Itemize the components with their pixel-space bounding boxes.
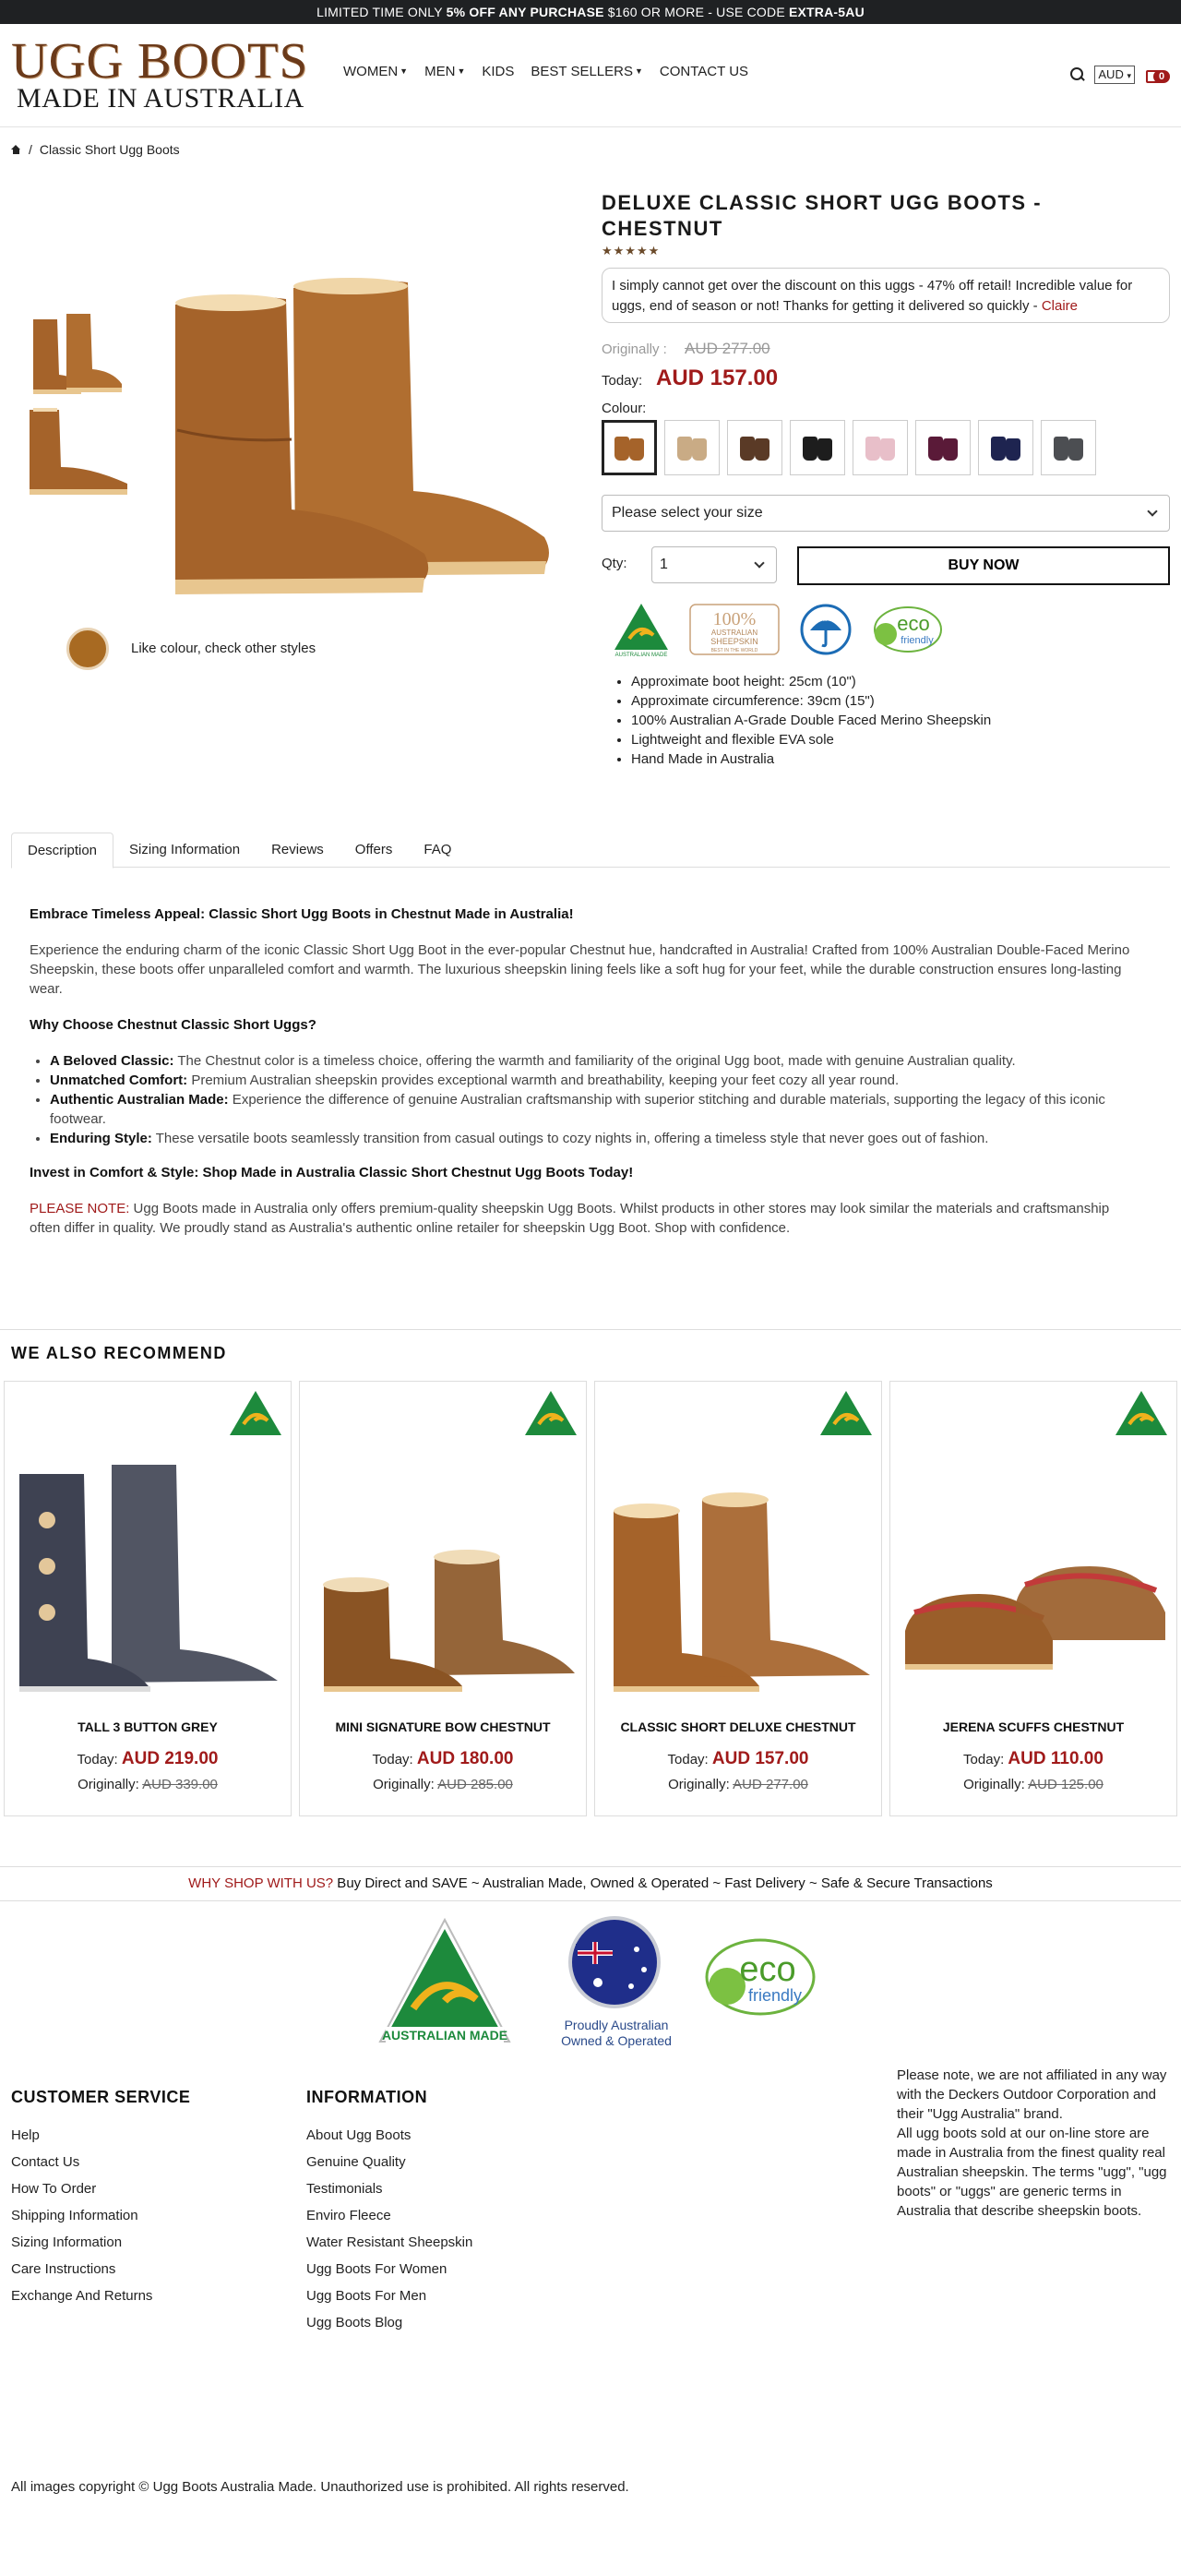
recommend-orig-label: Originally: [668, 1777, 730, 1792]
caret-down-icon: ▼ [400, 66, 409, 76]
description-bullets [50, 1051, 1137, 1148]
cart-button[interactable] [1144, 65, 1168, 85]
recommend-orig-label: Originally: [373, 1777, 435, 1792]
rating-stars: ★★★★★ [602, 244, 661, 258]
review-quote [602, 268, 1170, 323]
divider [0, 1329, 1181, 1330]
note-lead: PLEASE NOTE: [30, 1201, 130, 1216]
qty-value: 1 [660, 557, 668, 572]
footer-link[interactable]: Ugg Boots Blog [306, 2315, 403, 2330]
promo-discount: 5% OFF ANY PURCHASE [446, 5, 604, 19]
eco-friendly-icon [871, 603, 948, 656]
recommend-today-row [890, 1749, 1176, 1769]
bullet-text: The Chestnut color is a timeless choice, offering the warmth and familiarity of the original Ugg boot, made with genuine Australian quality. [173, 1053, 1016, 1069]
product-title: DELUXE CLASSIC SHORT UGG BOOTS - CHESTNUT [602, 191, 1043, 240]
qty-label: Qty: [602, 556, 627, 571]
nav-best-sellers[interactable] [531, 64, 643, 79]
copyright: All images copyright © Ugg Boots Australia Made. Unauthorized use is prohibited. All rights reserved. [11, 2479, 629, 2495]
boot-thumbnail-icon [989, 435, 1022, 461]
why-heading: Why Choose Chestnut Classic Short Uggs? [30, 1017, 316, 1033]
currency-value: AUD [1098, 67, 1124, 81]
recommend-product-name[interactable]: MINI SIGNATURE BOW CHESTNUT [335, 1719, 551, 1734]
bullet-text: Premium Australian sheepskin provides exceptional warmth and breathability, keeping your feet cozy all year round. [187, 1072, 900, 1088]
sheepskin-line3: BEST IN THE WORLD [710, 648, 758, 653]
boot-thumbnail-icon [675, 435, 709, 461]
tab-sizing-information[interactable]: Sizing Information [129, 842, 241, 857]
spec-item: • Approximate circumference: 39cm (15") [631, 691, 991, 711]
footer-link[interactable]: Help [11, 2127, 40, 2143]
recommend-product-name[interactable]: JERENA SCUFFS CHESTNUT [942, 1719, 1125, 1734]
tab-faq[interactable]: FAQ [423, 842, 452, 857]
bullet-heading: Authentic Australian Made: [50, 1092, 229, 1108]
colour-note[interactable]: Like colour, check other styles [131, 641, 316, 656]
nav-kids[interactable] [482, 64, 514, 79]
colour-option[interactable] [790, 420, 845, 475]
australian-sheepskin-icon [688, 603, 781, 656]
home-icon[interactable] [11, 145, 21, 154]
boot-thumbnail-icon [864, 435, 897, 461]
logo-text-bottom: MADE IN AUSTRALIA [17, 82, 304, 114]
bullet-heading: Unmatched Comfort: [50, 1072, 188, 1088]
bullet-text: These versatile boots seamlessly transition from casual outings to cozy nights in, offering a timeless style that never goes out of fashion. [151, 1131, 989, 1146]
description-heading: Embrace Timeless Appeal: Classic Short Ugg Boots in Chestnut Made in Australia! [30, 906, 574, 922]
site-logo[interactable] [11, 33, 316, 118]
footer-link[interactable]: Enviro Fleece [306, 2208, 391, 2223]
recommend-today-price: AUD 157.00 [711, 1749, 809, 1768]
recommend-card[interactable] [299, 1381, 587, 1816]
recommend-product-image[interactable] [601, 1456, 877, 1705]
please-note [30, 1199, 1137, 1238]
tab-description[interactable]: Description [11, 833, 113, 869]
description-bullet [50, 1071, 1137, 1090]
nav-label: MEN [424, 64, 456, 79]
bullet-heading: A Beloved Classic: [50, 1053, 174, 1069]
product-tabs [11, 833, 1170, 868]
recommend-product-image[interactable] [305, 1456, 582, 1705]
recommend-orig-label: Originally: [78, 1777, 139, 1792]
boot-thumbnail-icon [1052, 435, 1085, 461]
spec-item: • 100% Australian A-Grade Double Faced Merino Sheepskin [631, 711, 991, 730]
tab-reviews[interactable]: Reviews [271, 842, 324, 857]
bullet-heading: Enduring Style: [50, 1131, 152, 1146]
why-lead: WHY SHOP WITH US? [188, 1875, 334, 1891]
why-shop-banner [0, 1866, 1181, 1901]
australian-made-large-icon [380, 1920, 509, 2043]
breadcrumb-current[interactable]: Classic Short Ugg Boots [39, 142, 180, 157]
recommend-today-price: AUD 219.00 [121, 1749, 219, 1768]
recommend-today-label: Today: [77, 1752, 118, 1767]
product-badges [613, 602, 948, 657]
disclaimer-1: Please note, we are not affiliated in any way with the Deckers Outdoor Corporation and their "Ugg Australia" brand. [897, 2067, 1167, 2122]
sheepskin-line2: SHEEPSKIN [710, 637, 758, 646]
spec-item: • Hand Made in Australia [631, 749, 991, 769]
footer-link[interactable]: Shipping Information [11, 2208, 138, 2223]
buy-now-button[interactable]: BUY NOW [797, 546, 1170, 585]
recommend-today-label: Today: [667, 1752, 709, 1767]
recommend-orig-price: AUD 339.00 [142, 1777, 218, 1792]
recommend-card[interactable] [594, 1381, 882, 1816]
footer-disclaimer [897, 2066, 1174, 2221]
bullet-text: Experience the difference of genuine Australian craftsmanship with superior stitching and durable materials, supporting the legacy of this iconic footwear. [50, 1092, 1105, 1127]
tab-offers[interactable]: Offers [354, 842, 393, 857]
footer-link[interactable]: Ugg Boots For Men [306, 2288, 427, 2304]
australian-made-icon [228, 1389, 283, 1441]
nav-label: CONTACT US [659, 64, 749, 79]
nav-label: KIDS [482, 64, 515, 79]
spec-item: • Lightweight and flexible EVA sole [631, 730, 991, 749]
footer-link[interactable]: About Ugg Boots [306, 2127, 412, 2143]
recommend-today-price: AUD 180.00 [416, 1749, 514, 1768]
description-bullet [50, 1129, 1137, 1148]
footer-info-title: INFORMATION [306, 2088, 428, 2106]
spec-item: • Approximate boot height: 25cm (10") [631, 672, 991, 691]
recommend-orig-row [300, 1777, 586, 1792]
colour-option[interactable] [978, 420, 1033, 475]
australian-made-icon [523, 1389, 579, 1441]
product-thumbnail-1[interactable] [20, 301, 133, 402]
friendly-text: friendly [901, 635, 934, 646]
colour-options [602, 420, 1096, 475]
promo-text: LIMITED TIME ONLY [316, 5, 447, 19]
boot-thumbnail-icon [613, 435, 646, 461]
footer-link[interactable]: Ugg Boots For Women [306, 2261, 447, 2277]
recommend-today-label: Today: [372, 1752, 413, 1767]
description-panel [30, 905, 1137, 1254]
recommend-orig-price: AUD 125.00 [1028, 1777, 1103, 1792]
colour-swatch-chestnut[interactable] [66, 628, 109, 670]
colour-label: Colour: [602, 401, 647, 416]
australian-made-icon [818, 1389, 874, 1441]
review-text: I simply cannot get over the discount on this uggs - 47% off retail! Incredible value for uggs, end of season or not! Thanks for getting it delivered so quickly - [612, 278, 1133, 314]
caret-down-icon: ▼ [457, 66, 466, 76]
search-icon[interactable] [1070, 67, 1085, 82]
eco-large-text: eco [739, 1950, 796, 1989]
note-text: Ugg Boots made in Australia only offers premium-quality sheepskin Ugg Boots. Whilst products in other stores may look similar the materials and craftsmanship often differ in quality. We proudly stand as Australia's authentic online retailer for sheepskin Ugg Boot. Shop with confidence. [30, 1201, 1110, 1236]
recommend-orig-price: AUD 285.00 [437, 1777, 513, 1792]
eco-text: eco [897, 612, 930, 635]
today-price-label: Today: [602, 373, 643, 389]
recommend-product-name[interactable]: TALL 3 BUTTON GREY [78, 1719, 218, 1734]
review-author: Claire [1041, 298, 1079, 314]
water-resistant-icon [799, 603, 853, 656]
nav-label: WOMEN [343, 64, 399, 79]
friendly-large-text: friendly [747, 1986, 803, 2005]
boot-thumbnail-icon [738, 435, 771, 461]
colour-option[interactable] [727, 420, 782, 475]
am-badge-text: AUSTRALIAN MADE [614, 653, 668, 657]
logo-text-top: UGG BOOTS [11, 31, 309, 89]
sheepskin-line1: AUSTRALIAN [710, 629, 758, 637]
product-specs [631, 672, 991, 769]
australian-made-icon [613, 602, 670, 657]
footer-link[interactable]: Contact Us [11, 2154, 80, 2170]
cart-count-badge: 0 [1153, 70, 1170, 83]
description-bullet [50, 1051, 1137, 1071]
boot-thumbnail-icon [801, 435, 834, 461]
product-thumbnail-2[interactable] [20, 401, 133, 502]
product-main-image[interactable] [157, 249, 563, 600]
promo-code: EXTRA-5AU [788, 5, 865, 19]
disclaimer-2: All ugg boots sold at our on-line store are made in Australia from the finest quality real Australian sheepskin. The terms "ugg", "ugg boots" or "uggs" are generic terms in Australia that describe sheepskin boots. [897, 2126, 1167, 2219]
nav-label: BEST SELLERS [531, 64, 633, 79]
recommend-orig-row [890, 1777, 1176, 1792]
am-large-text: AUSTRALIAN MADE [381, 2028, 508, 2043]
recommend-grid [4, 1381, 1177, 1816]
footer-link[interactable]: Testimonials [306, 2181, 383, 2197]
proudly-australian-text: Proudly Australian Owned & Operated [561, 2018, 672, 2048]
nav-women[interactable] [343, 64, 408, 79]
main-nav [343, 64, 748, 79]
footer-cs-links [11, 2122, 190, 2309]
australian-made-icon [1114, 1389, 1169, 1441]
chevron-down-icon [1147, 506, 1157, 516]
promo-bar [0, 0, 1181, 24]
recommend-orig-row [5, 1777, 291, 1792]
footer-info-links [306, 2122, 472, 2336]
nav-contact-us[interactable] [660, 64, 748, 79]
boot-thumbnail-icon [926, 435, 960, 461]
recommend-title: WE ALSO RECOMMEND [11, 1344, 227, 1362]
description-intro: Experience the enduring charm of the iconic Classic Short Ugg Boot in the ever-popular Chestnut hue, handcrafted in Australia! Crafted from 100% Australian Double-Faced Merino Sheepskin, these boots offer unparalleled comfort and warmth. The luxurious sheepskin lining feels like a soft hug for your feet, while the durable construction ensures long-lasting wear. [30, 942, 1130, 997]
breadcrumb [11, 142, 180, 157]
caret-down-icon: ▾ [1127, 71, 1131, 80]
promo-text-2: $160 OR MORE - USE CODE [603, 5, 789, 19]
recommend-orig-row [595, 1777, 881, 1792]
recommend-today-price: AUD 110.00 [1008, 1749, 1103, 1768]
description-cta: Invest in Comfort & Style: Shop Made in Australia Classic Short Chestnut Ugg Boots Today! [30, 1165, 634, 1180]
colour-option[interactable] [664, 420, 720, 475]
why-text: Buy Direct and SAVE ~ Australian Made, Owned & Operated ~ Fast Delivery ~ Safe & Secure Transactions [333, 1875, 993, 1891]
site-header [0, 24, 1181, 127]
australian-flag-icon [568, 1916, 661, 2008]
original-price: AUD 277.00 [685, 340, 770, 357]
qty-select[interactable] [651, 546, 777, 583]
footer-link[interactable]: Water Resistant Sheepskin [306, 2235, 473, 2250]
recommend-orig-label: Originally: [963, 1777, 1025, 1792]
footer-customer-service [11, 2088, 190, 2309]
footer-link[interactable]: Sizing Information [11, 2235, 123, 2250]
footer-link[interactable]: How To Order [11, 2181, 97, 2197]
recommend-product-image[interactable] [896, 1456, 1173, 1705]
footer-link[interactable]: Genuine Quality [306, 2154, 406, 2170]
recommend-today-label: Today: [963, 1752, 1005, 1767]
sheepskin-pct: 100% [712, 609, 757, 629]
colour-option[interactable] [915, 420, 971, 475]
footer-link[interactable]: Care Instructions [11, 2261, 116, 2277]
original-price-label: Originally : [602, 341, 667, 357]
colour-option[interactable] [1041, 420, 1096, 475]
chevron-down-icon [754, 557, 764, 568]
eco-friendly-large-icon [707, 1940, 814, 2014]
recommend-today-row [300, 1749, 586, 1769]
recommend-product-image[interactable] [10, 1456, 287, 1705]
recommend-orig-price: AUD 277.00 [733, 1777, 808, 1792]
header-tools [1070, 65, 1168, 85]
footer-cs-title: CUSTOMER SERVICE [11, 2088, 191, 2106]
recommend-card[interactable] [889, 1381, 1177, 1816]
recommend-today-row [595, 1749, 881, 1769]
today-price: AUD 157.00 [656, 365, 779, 390]
colour-option[interactable] [602, 420, 657, 475]
currency-select[interactable] [1094, 66, 1135, 84]
caret-down-icon: ▼ [635, 66, 643, 76]
footer-information [306, 2088, 472, 2336]
recommend-today-row [5, 1749, 291, 1769]
water-badge-text: AQUASHIELD [810, 617, 841, 623]
size-placeholder: Please select your size [612, 505, 763, 521]
size-select[interactable] [602, 495, 1170, 532]
nav-men[interactable] [424, 64, 465, 79]
colour-option[interactable] [853, 420, 908, 475]
recommend-card[interactable] [4, 1381, 292, 1816]
recommend-product-name[interactable]: CLASSIC SHORT DELUXE CHESTNUT [620, 1719, 856, 1734]
description-bullet [50, 1090, 1137, 1129]
footer-link[interactable]: Exchange And Returns [11, 2288, 153, 2304]
breadcrumb-separator: / [29, 142, 32, 157]
